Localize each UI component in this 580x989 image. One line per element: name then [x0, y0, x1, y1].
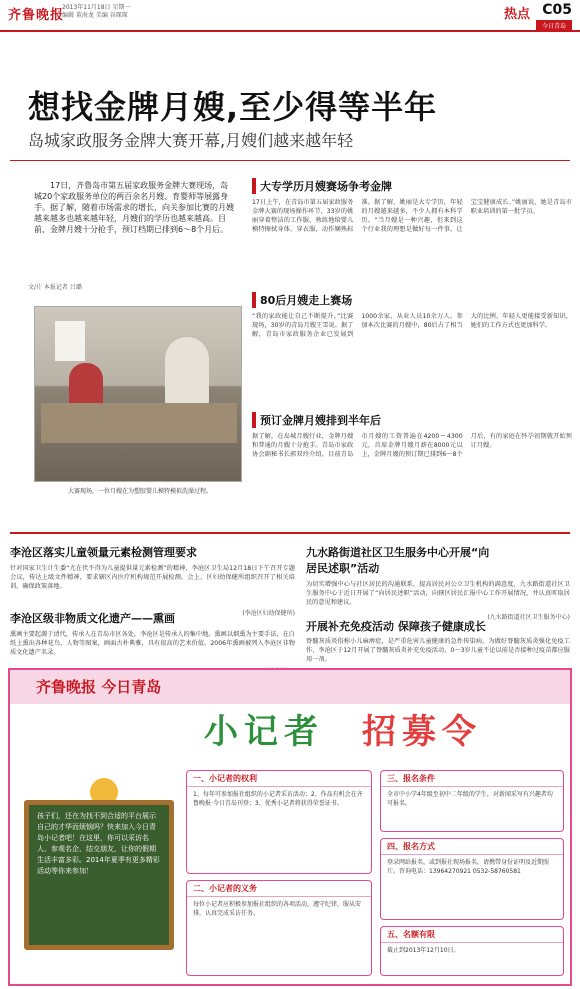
panel-body: 全市中小学4年级至初中二年级的学生，对新闻采写有兴趣者均可报名。 [387, 791, 553, 807]
newspaper-logo: 齐鲁晚报 [8, 8, 65, 23]
section-heading: 大专学历月嫂赛场争考金牌 [252, 178, 572, 194]
article-body: 熏画主要起源于清代，传承人在青岛市区各处，李沧区是传承人的集中地。熏画以烟熏为主要手法，在白纸上熏出各种花鸟、人物等图案，画面古朴典雅，具有很高的艺术价值。2006年熏画被列入李沧区非物质文化遗产名录。 [10, 631, 295, 656]
panel-title: 五、名额有限 [381, 927, 563, 943]
panel-title: 一、小记者的权利 [187, 771, 371, 787]
panel-title: 三、报名条件 [381, 771, 563, 787]
section-2 [252, 292, 572, 412]
subsection-badge: 今日青岛 [536, 20, 572, 31]
ad-title-part2: 招募令 [362, 712, 482, 752]
article-title: 九水路街道社区卫生服务中心开展“向居民述职”活动 [306, 546, 490, 575]
article-body: 针对国家卫生计生委“尤在伏不得为儿童提供量元素检测”的精神，李沧区卫生局12月18日下午召开专题会议，传达上级文件精神，要求辖区内医疗机构规范开展检测。会上，区妇幼保健所组织召开了相关培训，确保政策落地。 [10, 565, 295, 590]
article-3 [306, 544, 570, 621]
ad-panel-duties [186, 880, 372, 976]
ad-panel-signup [380, 838, 564, 920]
section-3 [252, 412, 572, 528]
article-body: 为切实增强中心与社区居民的沟通联系，提高居民对公立卫生机构的满意度，九水路街道社区卫生服务中心于近日开展了“向居民述职”活动，向辖区居民汇报中心工作开展情况，并认真听取居民的意见和建议。 [306, 581, 570, 606]
main-headline: 想找金牌月嫂,至少得等半年 [28, 88, 438, 126]
ad-panel-conditions [380, 770, 564, 832]
ad-panel-deadline [380, 926, 564, 976]
divider [10, 532, 570, 534]
article-1 [10, 544, 295, 617]
panel-body: 每位小记者应积极参加报社组织的各项活动，遵守纪律，服从安排，认真完成采访任务。 [193, 901, 362, 917]
panel-title: 二、小记者的义务 [187, 881, 371, 897]
section-body: “我的家政能让自己不断提升。”比赛现场，30岁的青岛月嫂王雪说。据了解，青岛市家政服务企业已发展到1000余家，从业人员10余万人。参加本次比赛的月嫂中，80后占了相当大的比例，年轻人更能接受新知识，她们的工作方式也更加科学。 [252, 313, 572, 338]
section-body: 17日上午，在青岛市第五届家政服务金牌大赛的现场操作环节，33岁的姚丽穿着整洁的工作服，熟练地给婴儿模特擦拭身体、穿衣服，动作娴熟标准。据了解，姚丽是大专学历，年轻的月嫂越来越多，不少人拥有本科学历。“当月嫂是一种兴趣，但来到这个行业我的理想是做好每一件事，让宝宝健康成长。”姚丽说，她是青岛市职业培训的第一批学员。 [252, 199, 572, 233]
photo-caption: 大赛现场，一位月嫂在为塑胶婴儿模特模拟洗澡过程。 [67, 488, 212, 495]
lead-paragraph: 17日，齐鲁岛市第五届家政服务金牌大赛现场，岛城20个家政服务单位的两百余名月嫂、育婴师等展露身手。据了解，随着市场需求的增长，向关参加比赛的月嫂越来越多也越来越年轻，月嫂们的学历也越来越高。目前，金牌月嫂十分抢手，预订档期已排到6～8个月后。 [34, 181, 234, 234]
section-label: 热点 [503, 7, 530, 22]
issue-editors: 编辑 董海龙 美编 谷琛琛 [62, 12, 128, 19]
section-1 [252, 178, 572, 278]
section-heading: 预订金牌月嫂排到半年后 [252, 412, 572, 428]
chalkboard: 孩子们，还在为找不到合适的平台展示自己的才华而烦恼吗？快来加入今日青岛小记者吧！在这里，你可以采访名人、参观名企、结交朋友，让你的假期生活丰富多彩。2014年夏季有更多精彩活动等你来参加！ [24, 800, 174, 950]
divider [10, 160, 570, 161]
main-subheadline: 岛城家政服务金牌大赛开幕,月嫂们越来越年轻 [28, 131, 354, 150]
panel-title: 四、报名方式 [381, 839, 563, 855]
article-title: 李沧区落实儿童领量元素检测管理要求 [10, 546, 197, 559]
ad-brand: 齐鲁晚报 今日青岛 [36, 678, 162, 696]
section-heading: 80后月嫂走上赛场 [252, 292, 572, 308]
ad-panel-rights [186, 770, 372, 874]
panel-body: 截止到2013年12月10日。 [387, 947, 460, 954]
article-credit: (李沧区妇幼保健所) [242, 610, 295, 617]
panel-body: 登录网站报名，或到报社现场报名，请携带身份证明及近期照片。咨询电话：13964270921 0532-58760581 [387, 859, 550, 875]
article-title: 李沧区级非物质文化遗产——熏画 [10, 612, 175, 625]
article-title: 开展补充免疫活动 保障孩子健康成长 [306, 620, 486, 633]
article-credit: (九水路街道社区卫生服务中心) [487, 614, 570, 621]
byline: 文/片 本报记者 吕璐 [28, 284, 82, 291]
page-number: C05 [542, 2, 572, 18]
issue-date: 2013年11月18日 星期一 [62, 4, 131, 11]
issue-meta [62, 4, 130, 20]
contest-photo [34, 306, 242, 482]
section-body: 据了解，在岛城月嫂行业，金牌月嫂和普通的月嫂十分抢手。青岛市家政协会副秘书长郭双玲介绍，目前青岛市月嫂的工资普遍在4200～4300元，首席金牌月嫂月薪在8000元以上，金牌月嫂的预订期已排到6～8个月后，有的家庭在怀孕初期就开始预订月嫂。 [252, 433, 572, 458]
panel-body: 1、每年可参加报社组织的小记者采访活动；2、作品有机会在齐鲁晚报·今日青岛刊登；3、优秀小记者将获得荣誉证书。 [193, 791, 363, 807]
ad-title-part1: 小记者 [204, 712, 324, 752]
article-body: 脊髓灰质炎俗称小儿麻痹症，是严重危害儿童健康的急性传染病。为做好脊髓灰质炎强化免疫工作，李沧区于12月开展了脊髓灰质炎补充免疫活动，0～3岁儿童不论以前是否接种过疫苗都应服用一剂。 [306, 638, 570, 663]
article-2 [10, 610, 295, 675]
